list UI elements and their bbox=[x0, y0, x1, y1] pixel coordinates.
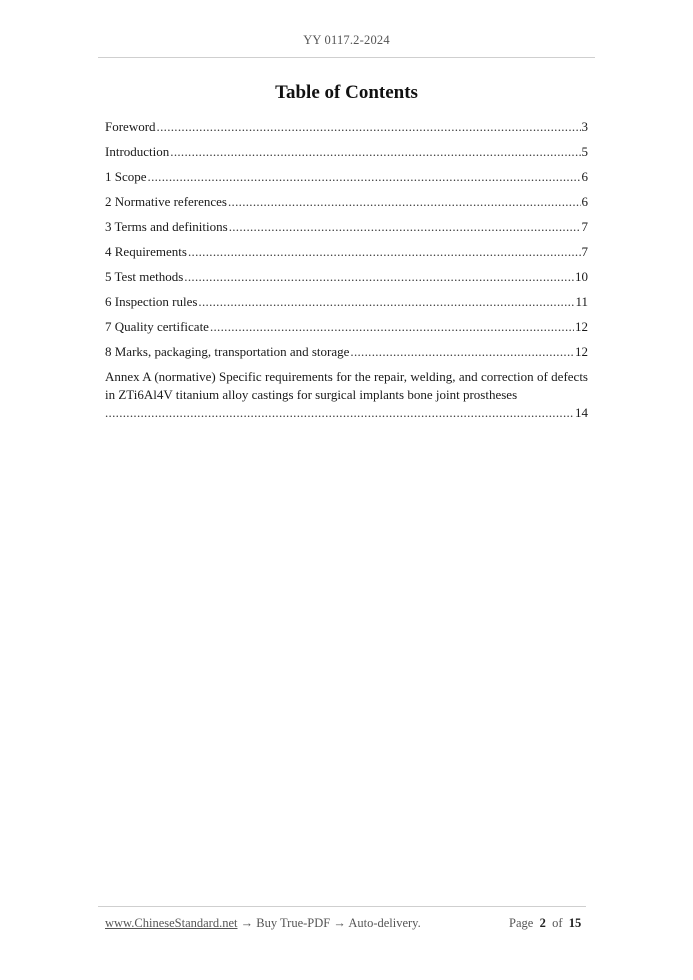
toc-entry-label: 6 Inspection rules bbox=[105, 294, 198, 309]
toc-entry-foreword[interactable] bbox=[105, 118, 588, 143]
toc-entry-page: 12 bbox=[575, 344, 588, 359]
total-page-count: 15 bbox=[568, 916, 582, 930]
site-link[interactable]: www.ChineseStandard.net bbox=[105, 916, 238, 930]
toc-entry-label: Annex A (normative) Specific requirements for the repair, welding, and correction of defects in ZTi6Al4V titanium alloy castings for surgical implants bone joint prostheses bbox=[105, 369, 588, 402]
toc-entry-label: 4 Requirements bbox=[105, 244, 187, 259]
toc-entry-page: 7 bbox=[581, 244, 588, 259]
page-title: Table of Contents bbox=[275, 82, 418, 103]
toc-dot-leader bbox=[148, 168, 581, 186]
toc-entry-page: 6 bbox=[581, 194, 588, 209]
toc-dot-leader bbox=[184, 268, 574, 286]
toc-entry-page: 12 bbox=[575, 319, 588, 334]
toc-entry-label: 3 Terms and definitions bbox=[105, 219, 228, 234]
toc-dot-leader bbox=[350, 343, 574, 361]
footer-divider bbox=[98, 906, 586, 907]
document-header-id: YY 0117.2-2024 bbox=[303, 33, 390, 47]
of-word: of bbox=[552, 916, 563, 930]
toc-dot-leader bbox=[198, 293, 574, 311]
toc-entry-label: 7 Quality certificate bbox=[105, 319, 209, 334]
toc-entry-label: Introduction bbox=[105, 144, 170, 159]
current-page-number: 2 bbox=[539, 916, 546, 930]
toc-entry-test-methods[interactable] bbox=[105, 268, 588, 293]
toc-entry-introduction[interactable] bbox=[105, 143, 588, 168]
toc-dot-leader bbox=[105, 404, 574, 422]
toc-entry-requirements[interactable] bbox=[105, 243, 588, 268]
auto-delivery-text: Auto-delivery. bbox=[348, 916, 421, 930]
toc-entry-page: 3 bbox=[581, 119, 588, 134]
footer-promo bbox=[105, 916, 421, 931]
arrow-right-icon: → bbox=[240, 916, 254, 930]
toc-entry-page: 11 bbox=[575, 294, 588, 309]
toc-entry-page: 5 bbox=[581, 144, 588, 159]
toc-dot-leader bbox=[210, 318, 574, 336]
toc-entry-label: 5 Test methods bbox=[105, 269, 184, 284]
toc-entry-normative-references[interactable] bbox=[105, 193, 588, 218]
toc-entry-label: Foreword bbox=[105, 119, 156, 134]
toc-entry-page: 7 bbox=[581, 219, 588, 234]
toc-entry-page: 10 bbox=[575, 269, 588, 284]
toc-entry-label: 2 Normative references bbox=[105, 194, 227, 209]
toc-dot-leader bbox=[157, 118, 581, 136]
toc-entry-terms-and-definitions[interactable] bbox=[105, 218, 588, 243]
toc-dot-leader bbox=[170, 143, 580, 161]
toc-dot-leader bbox=[228, 193, 581, 211]
toc-dot-leader bbox=[229, 218, 581, 236]
table-of-contents bbox=[105, 118, 588, 422]
toc-entry-inspection-rules[interactable] bbox=[105, 293, 588, 318]
toc-entry-label: 1 Scope bbox=[105, 169, 147, 184]
arrow-right-icon: → bbox=[333, 916, 346, 930]
toc-entry-marks-packaging[interactable] bbox=[105, 343, 588, 368]
toc-entry-quality-certificate[interactable] bbox=[105, 318, 588, 343]
page-indicator bbox=[509, 916, 581, 931]
toc-entry-page: 14 bbox=[575, 405, 588, 420]
header-divider bbox=[98, 57, 595, 58]
page-word: Page bbox=[509, 916, 534, 930]
buy-pdf-text: Buy True-PDF bbox=[256, 916, 331, 930]
toc-entry-label: 8 Marks, packaging, transportation and storage bbox=[105, 344, 350, 359]
toc-entry-page: 6 bbox=[581, 169, 588, 184]
toc-entry-annex-a[interactable] bbox=[105, 368, 588, 422]
toc-entry-scope[interactable] bbox=[105, 168, 588, 193]
toc-dot-leader bbox=[188, 243, 581, 261]
